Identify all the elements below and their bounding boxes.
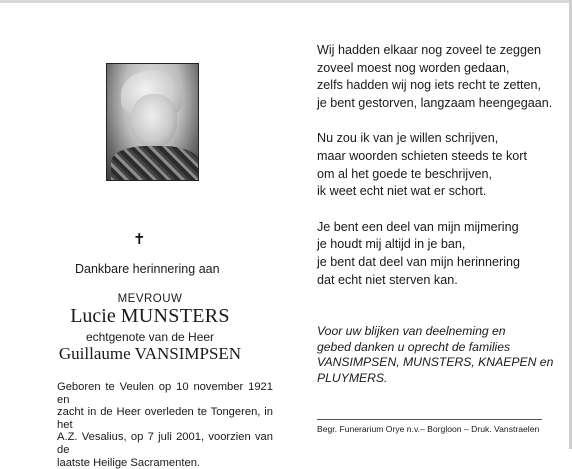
spouse-first-name: Guillaume (58, 344, 131, 363)
poem-stanza (317, 42, 552, 112)
poem-line: zelfs hadden wij nog iets recht te zetten, (317, 78, 542, 93)
deceased-name (0, 305, 300, 328)
poem-stanza (317, 130, 552, 200)
poem-line: maar woorden schieten steeds te kort (317, 148, 528, 163)
ack-line: VANSIMPSEN, MUNSTERS, KNAEPEN en (317, 355, 554, 370)
portrait-photo (106, 63, 199, 181)
ack-line: Voor uw blijken van deelneming en (317, 324, 506, 338)
poem-line: om al het goede te beschrijven, (317, 166, 493, 181)
bio-line: Geboren te Veulen op 10 november 1921 en (57, 381, 273, 406)
deceased-first-name: Lucie (70, 305, 116, 327)
ack-line: PLUYMERS. (317, 370, 388, 385)
bio-line: laatste Heilige Sacramenten. (57, 456, 201, 469)
portrait-clothing (111, 146, 199, 181)
portrait-face (131, 94, 177, 148)
bio-line: zacht in de Heer overleden te Tongeren, in het (57, 406, 273, 431)
cross-icon: ✝ (133, 230, 146, 248)
biography-text (57, 381, 273, 469)
acknowledgement-text (317, 324, 554, 386)
printer-credit: Begr. Funerarium Orye n.v.– Borgloon – Druk. Vanstraelen (317, 424, 540, 434)
bio-line: A.Z. Vesalius, op 7 juli 2001, voorzien van de (57, 431, 273, 456)
deceased-last-name: MUNSTERS (120, 305, 230, 327)
poem-line: Je bent een deel van mijn mijmering (317, 219, 519, 234)
poem-line: je houdt mij altijd in je ban, (317, 237, 466, 252)
poem-line: je bent gestorven, langzaam heengegaan. (317, 95, 553, 110)
poem-line: Wij hadden elkaar nog zoveel te zeggen (317, 43, 542, 57)
ack-line: gebed danken u oprecht de families (317, 339, 511, 354)
poem-line: dat echt niet sterven kan. (317, 272, 458, 287)
poem-line: zoveel moest nog worden gedaan, (317, 60, 510, 75)
spouse-last-name: VANSIMPSEN (134, 344, 242, 363)
thanks-heading: Dankbare herinnering aan (75, 262, 220, 276)
poem-line: ik weet echt niet wat er schort. (317, 184, 487, 199)
divider-line (317, 419, 542, 420)
spouse-relation: echtgenote van de Heer (85, 330, 215, 344)
poem (317, 42, 552, 307)
spouse-name (0, 344, 300, 364)
title-mevrouw: MEVROUW (117, 293, 183, 305)
poem-line: Nu zou ik van je willen schrijven, (317, 131, 499, 146)
poem-line: je bent dat deel van mijn herinnering (317, 254, 521, 269)
poem-stanza (317, 219, 552, 289)
card-top-edge (0, 0, 572, 3)
